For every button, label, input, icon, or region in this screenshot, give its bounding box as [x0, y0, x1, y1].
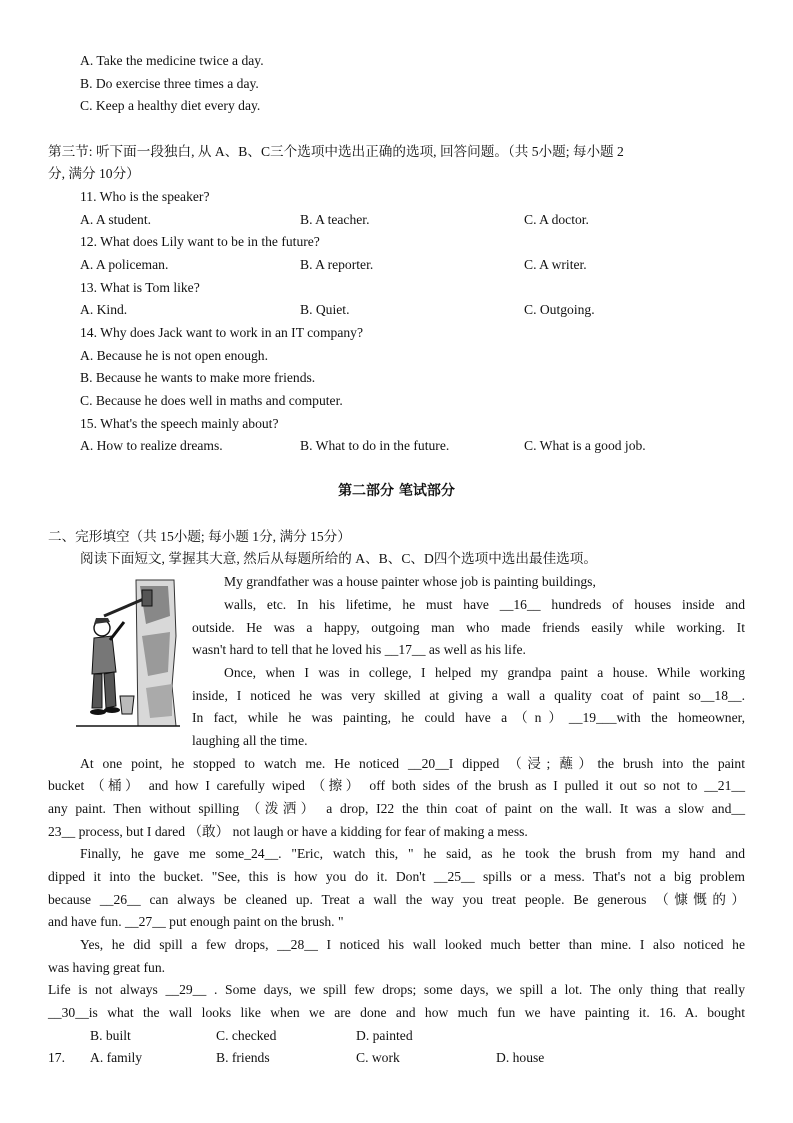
cloze-line-7: In fact, while he was painting, he could have a（n）__19___with the homeowner, — [192, 710, 745, 725]
question-11-stem: 11. Who is the speaker? — [80, 189, 210, 204]
cloze-line-5: Once, when I was in college, I helped my grandpa paint a house. While working — [224, 665, 745, 680]
option-c-text: C. Keep a healthy diet every day. — [80, 98, 261, 113]
cloze-line-1: My grandfather was a house painter whose job is painting buildings, — [224, 574, 596, 589]
cloze-line-3: outside. He was a happy, outgoing man who made friends easily while working. It — [192, 620, 745, 635]
question-13-stem: 13. What is Tom like? — [80, 280, 200, 295]
cloze-instruction: 阅读下面短文, 掌握其大意, 然后从每题所给的 A、B、C、D四个选项中选出最佳选项。 — [80, 551, 597, 566]
cloze-line-19: Life is not always __29__ . Some days, we spill few drops; some days, we spill a lot. The only thing that really — [48, 982, 745, 997]
cloze-line-10: bucket （桶） and how I carefully wiped （擦） off both sides of the brush as I pulled it out so not to __21__ — [48, 778, 745, 793]
cloze-line-2: walls, etc. In his lifetime, he must have __16__ hundreds of houses inside and — [224, 597, 745, 612]
cloze-line-6: inside, I noticed he was very skilled at giving a wall a quality coat of paint so__18__. — [192, 688, 745, 703]
question-11-option-c: C. A doctor. — [524, 212, 589, 227]
question-11-option-a: A. A student. — [80, 212, 151, 227]
question-15-stem: 15. What's the speech mainly about? — [80, 416, 279, 431]
question-13-option-b: B. Quiet. — [300, 302, 350, 317]
question-11-option-b: B. A teacher. — [300, 212, 370, 227]
question-17-number: 17. — [48, 1050, 65, 1065]
painter-illustration — [76, 576, 180, 730]
cloze-line-8: laughing all the time. — [192, 733, 308, 748]
part2-title: 第二部分 笔试部分 — [338, 483, 455, 499]
question-14-option-c: C. Because he does well in maths and computer. — [80, 393, 343, 408]
cloze-line-14: dipped it into the bucket. "See, this is how you do it. Don't __25__ spills or a mess. That's not a big problem — [48, 869, 745, 884]
question-13-option-c: C. Outgoing. — [524, 302, 595, 317]
cloze-heading: 二、完形填空（共 15小题; 每小题 1分, 满分 15分） — [48, 529, 351, 544]
question-15-option-c: C. What is a good job. — [524, 438, 646, 453]
cloze-line-11: any paint. Then without spilling （泼洒） a drop, I22 the thin coat of paint on the wall. It was a slow and__ — [48, 801, 745, 816]
cloze-line-13: Finally, he gave me some_24__. "Eric, watch this, " he said, as he took the brush from my hand and — [80, 846, 745, 861]
cloze-line-9: At one point, he stopped to watch me. He noticed __20__I dipped （浸; 蘸）the brush into the paint — [80, 756, 745, 771]
cloze-line-18: was having great fun. — [48, 960, 166, 975]
question-16-option-c: C. checked — [216, 1028, 277, 1043]
cloze-line-4: wasn't hard to tell that he loved his __17__ as well as his life. — [192, 642, 526, 657]
question-12-option-b: B. A reporter. — [300, 257, 374, 272]
question-17-option-d: D. house — [496, 1050, 545, 1065]
question-15-option-b: B. What to do in the future. — [300, 438, 450, 453]
question-14-option-a: A. Because he is not open enough. — [80, 348, 269, 363]
question-12-stem: 12. What does Lily want to be in the future? — [80, 234, 320, 249]
option-a-text: A. Take the medicine twice a day. — [80, 53, 264, 68]
cloze-line-12: 23__ process, but I dared （敢） not laugh or have a kidding for fear of making a mess. — [48, 824, 528, 839]
section3-instruction: 第三节: 听下面一段独白, 从 A、B、C三个选项中选出正确的选项, 回答问题。（共 5小题; 每小题 2 — [48, 144, 624, 159]
cloze-line-16: and have fun. __27__ put enough paint on the brush. " — [48, 914, 344, 929]
question-15-option-a: A. How to realize dreams. — [80, 438, 223, 453]
question-17-option-c: C. work — [356, 1050, 400, 1065]
question-16-option-d: D. painted — [356, 1028, 413, 1043]
question-14-option-b: B. Because he wants to make more friends. — [80, 370, 316, 385]
question-16-option-b: B. built — [90, 1028, 131, 1043]
question-13-option-a: A. Kind. — [80, 302, 128, 317]
section3-instruction-cont: 分, 满分 10分） — [48, 166, 140, 181]
question-17-option-b: B. friends — [216, 1050, 270, 1065]
question-12-option-a: A. A policeman. — [80, 257, 169, 272]
cloze-line-20: __30__is what the wall looks like when we are done and how much fun we have painting it. 16. A. bought — [48, 1005, 745, 1020]
question-17-option-a: A. family — [90, 1050, 143, 1065]
option-b-text: B. Do exercise three times a day. — [80, 76, 259, 91]
question-12-option-c: C. A writer. — [524, 257, 587, 272]
question-14-stem: 14. Why does Jack want to work in an IT company? — [80, 325, 364, 340]
cloze-line-15: because __26__ can always be cleaned up. Treat a wall the way you treat people. Be generous （慷慨的） — [48, 892, 745, 907]
cloze-line-17: Yes, he did spill a few drops, __28__ I noticed his wall looked much better than mine. I also noticed he — [80, 937, 745, 952]
